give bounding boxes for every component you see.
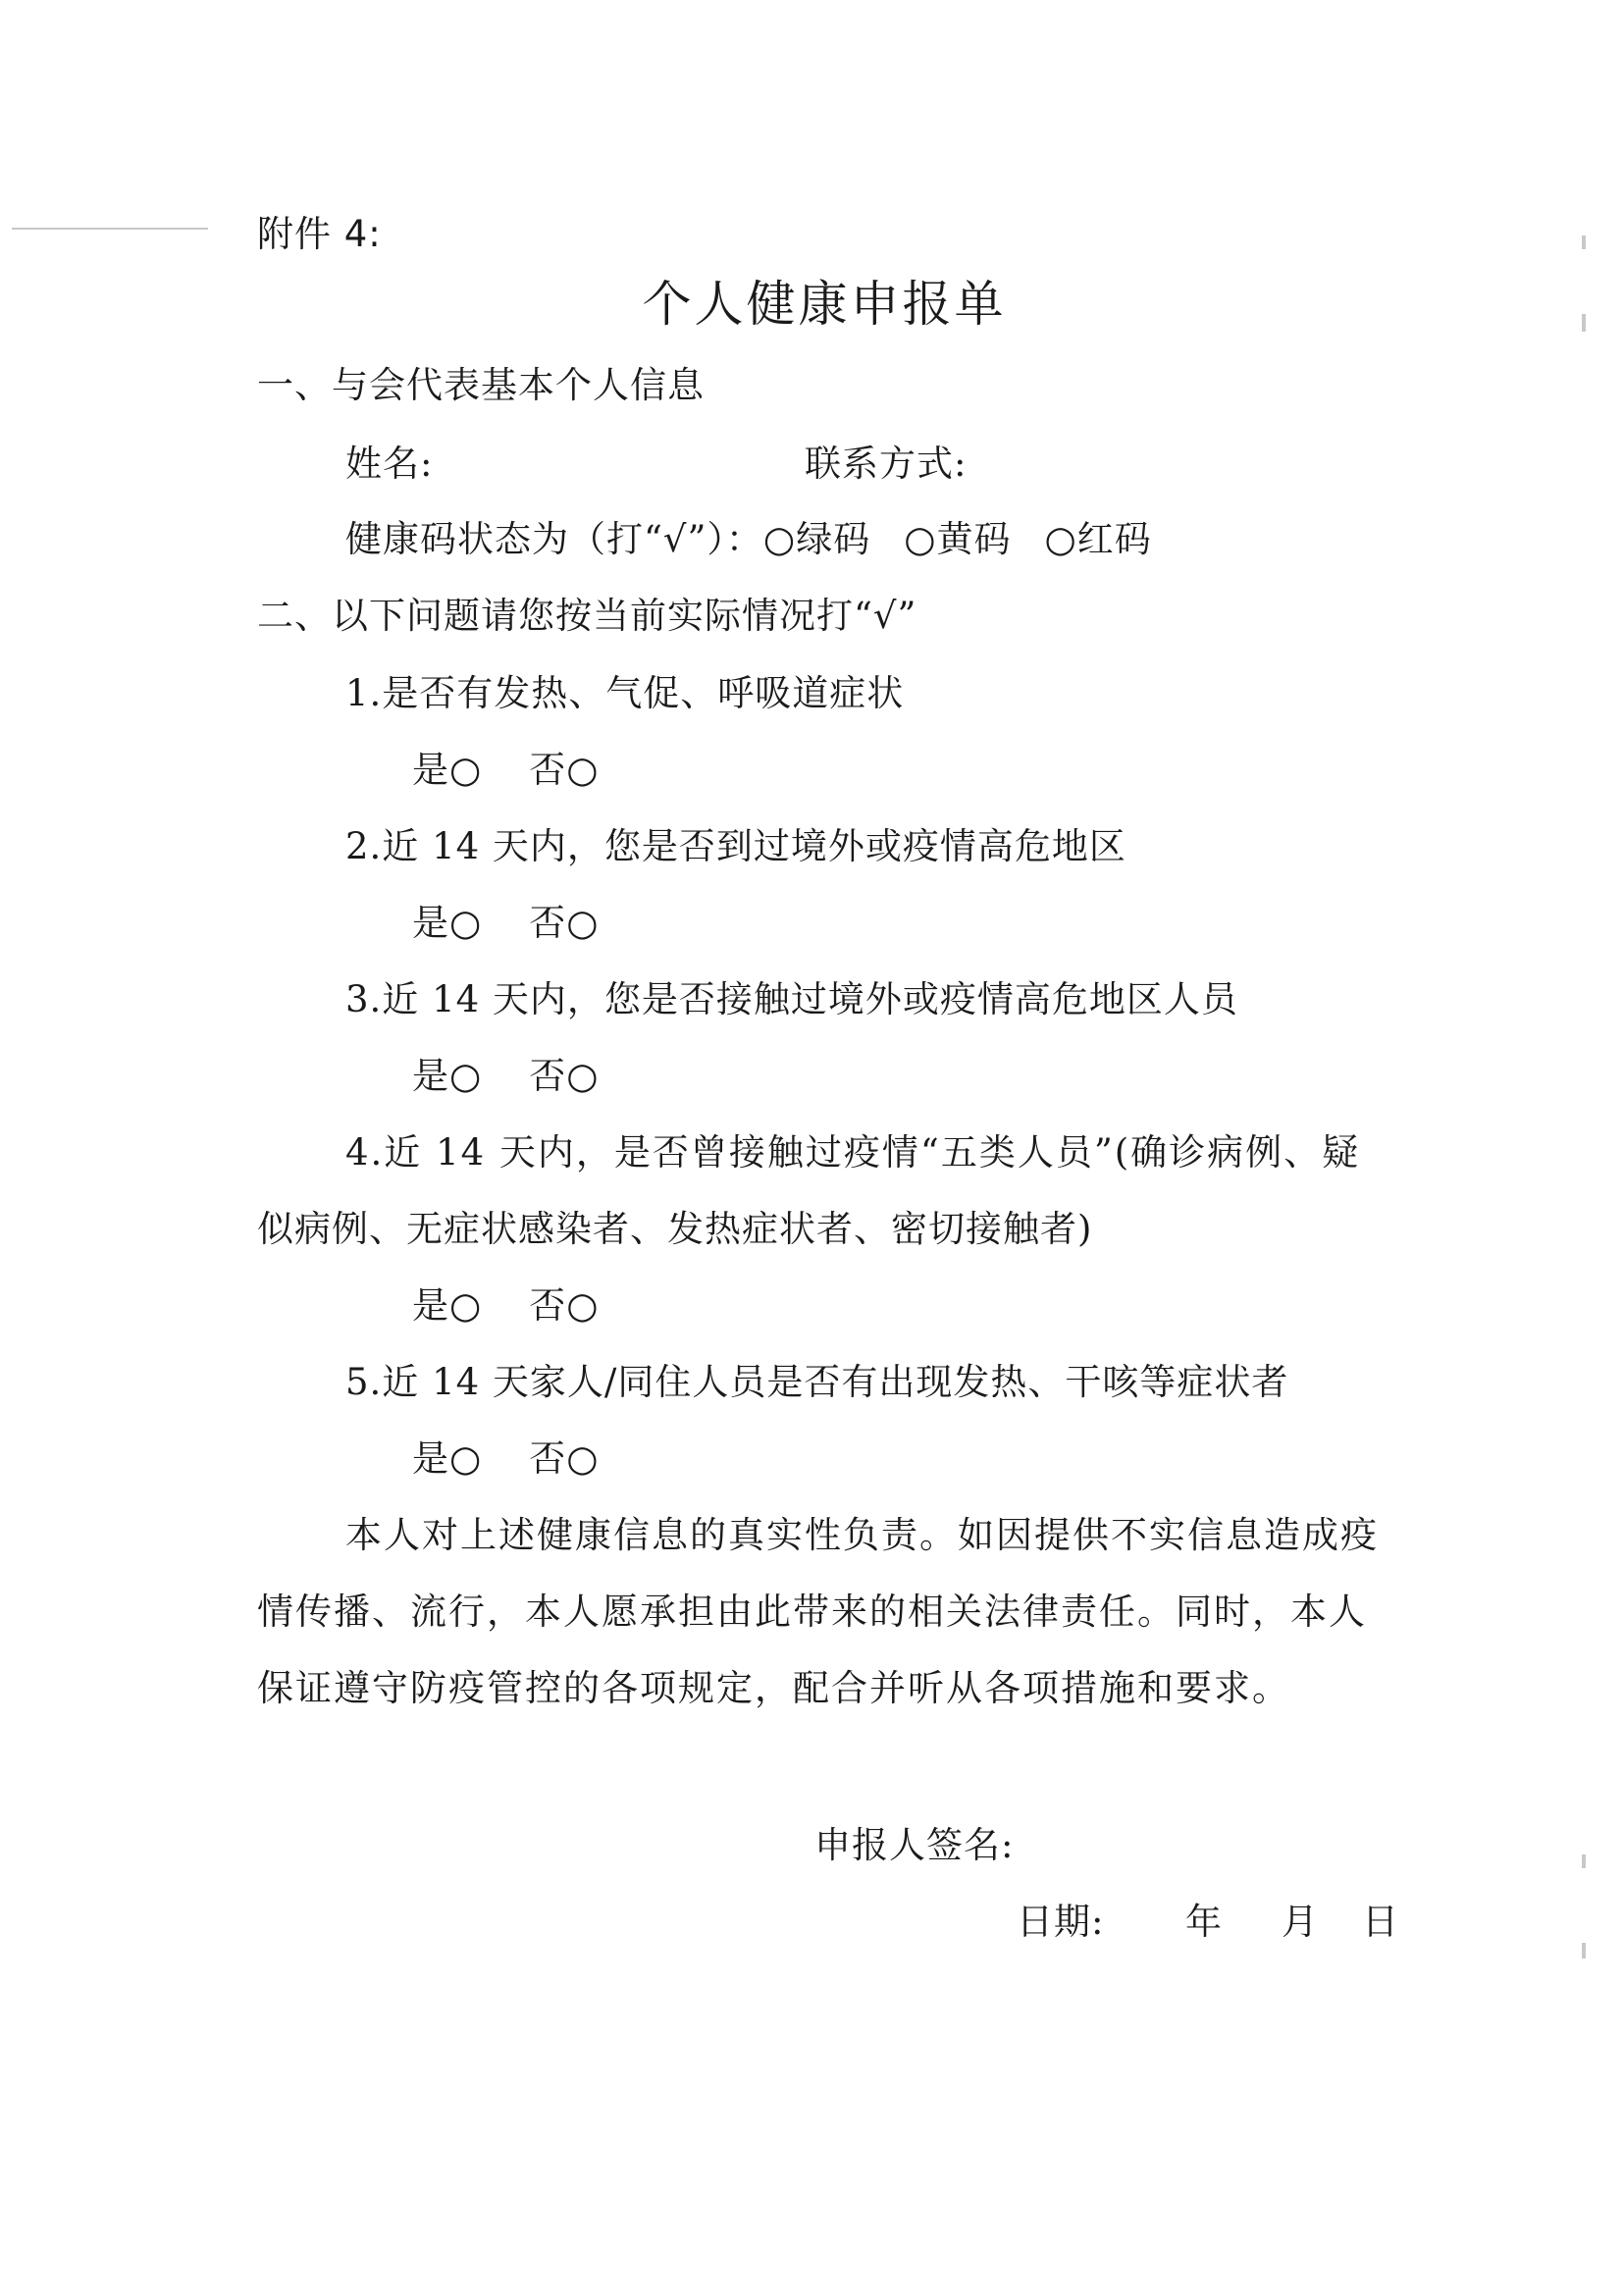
attachment-label: 附件 4:: [257, 213, 382, 255]
answer-row-4: [412, 1281, 600, 1331]
no-option[interactable]: 否○: [529, 1437, 600, 1480]
date-year: 年: [1185, 1901, 1223, 1943]
answer-row-2: [412, 899, 600, 948]
health-code-row: [345, 515, 1199, 564]
question-4-line2: 似病例、无症状感染者、发热症状者、密切接触者): [257, 1208, 1093, 1250]
yes-option[interactable]: 是○: [412, 749, 483, 791]
scan-artifact-mark: [1582, 1943, 1586, 1958]
health-code-option-green[interactable]: ○绿码: [762, 518, 871, 560]
no-option[interactable]: 否○: [529, 1055, 600, 1097]
health-code-label: 健康码状态为（打“√”）：: [345, 518, 763, 560]
signature-label: 申报人签名:: [814, 1824, 1015, 1866]
no-option[interactable]: 否○: [529, 902, 600, 944]
question-3: 3.近 14 天内，您是否接触过境外或疫情高危地区人员: [345, 978, 1238, 1020]
question-2: 2.近 14 天内，您是否到过境外或疫情高危地区: [345, 825, 1126, 867]
date-day: 日: [1362, 1901, 1399, 1943]
question-4-line1: 4.近 14 天内，是否曾接触过疫情“五类人员”(确诊病例、疑: [345, 1131, 1361, 1174]
section1-heading: 一、与会代表基本个人信息: [257, 364, 705, 406]
health-code-option-red[interactable]: ○红码: [1044, 518, 1152, 560]
scan-artifact-line: [12, 228, 208, 230]
question-5: 5.近 14 天家人/同住人员是否有出现发热、干咳等症状者: [345, 1361, 1289, 1403]
declaration-line-2: 情传播、流行，本人愿承担由此带来的相关法律责任。同时，本人: [257, 1591, 1367, 1633]
yes-option[interactable]: 是○: [412, 1284, 483, 1327]
scan-artifact-mark: [1582, 1854, 1586, 1868]
scan-artifact-mark: [1582, 235, 1586, 249]
answer-row-3: [412, 1052, 600, 1101]
health-code-option-yellow[interactable]: ○黄码: [904, 518, 1012, 560]
declaration-line-1: 本人对上述健康信息的真实性负责。如因提供不实信息造成疫: [345, 1514, 1379, 1556]
no-option[interactable]: 否○: [529, 1284, 600, 1327]
question-1: 1.是否有发热、气促、呼吸道症状: [345, 672, 905, 714]
no-option[interactable]: 否○: [529, 749, 600, 791]
section2-heading: 二、以下问题请您按当前实际情况打“√”: [257, 595, 917, 637]
yes-option[interactable]: 是○: [412, 902, 483, 944]
yes-option[interactable]: 是○: [412, 1437, 483, 1480]
name-label: 姓名:: [345, 443, 434, 485]
date-label: 日期:: [1017, 1901, 1105, 1943]
declaration-line-3: 保证遵守防疫管控的各项规定，配合并听从各项措施和要求。: [257, 1667, 1290, 1709]
yes-option[interactable]: 是○: [412, 1055, 483, 1097]
date-month: 月: [1282, 1901, 1319, 1943]
contact-label: 联系方式:: [805, 443, 968, 485]
answer-row-5: [412, 1435, 600, 1484]
page-title: 个人健康申报单: [642, 276, 1007, 333]
answer-row-1: [412, 746, 600, 795]
